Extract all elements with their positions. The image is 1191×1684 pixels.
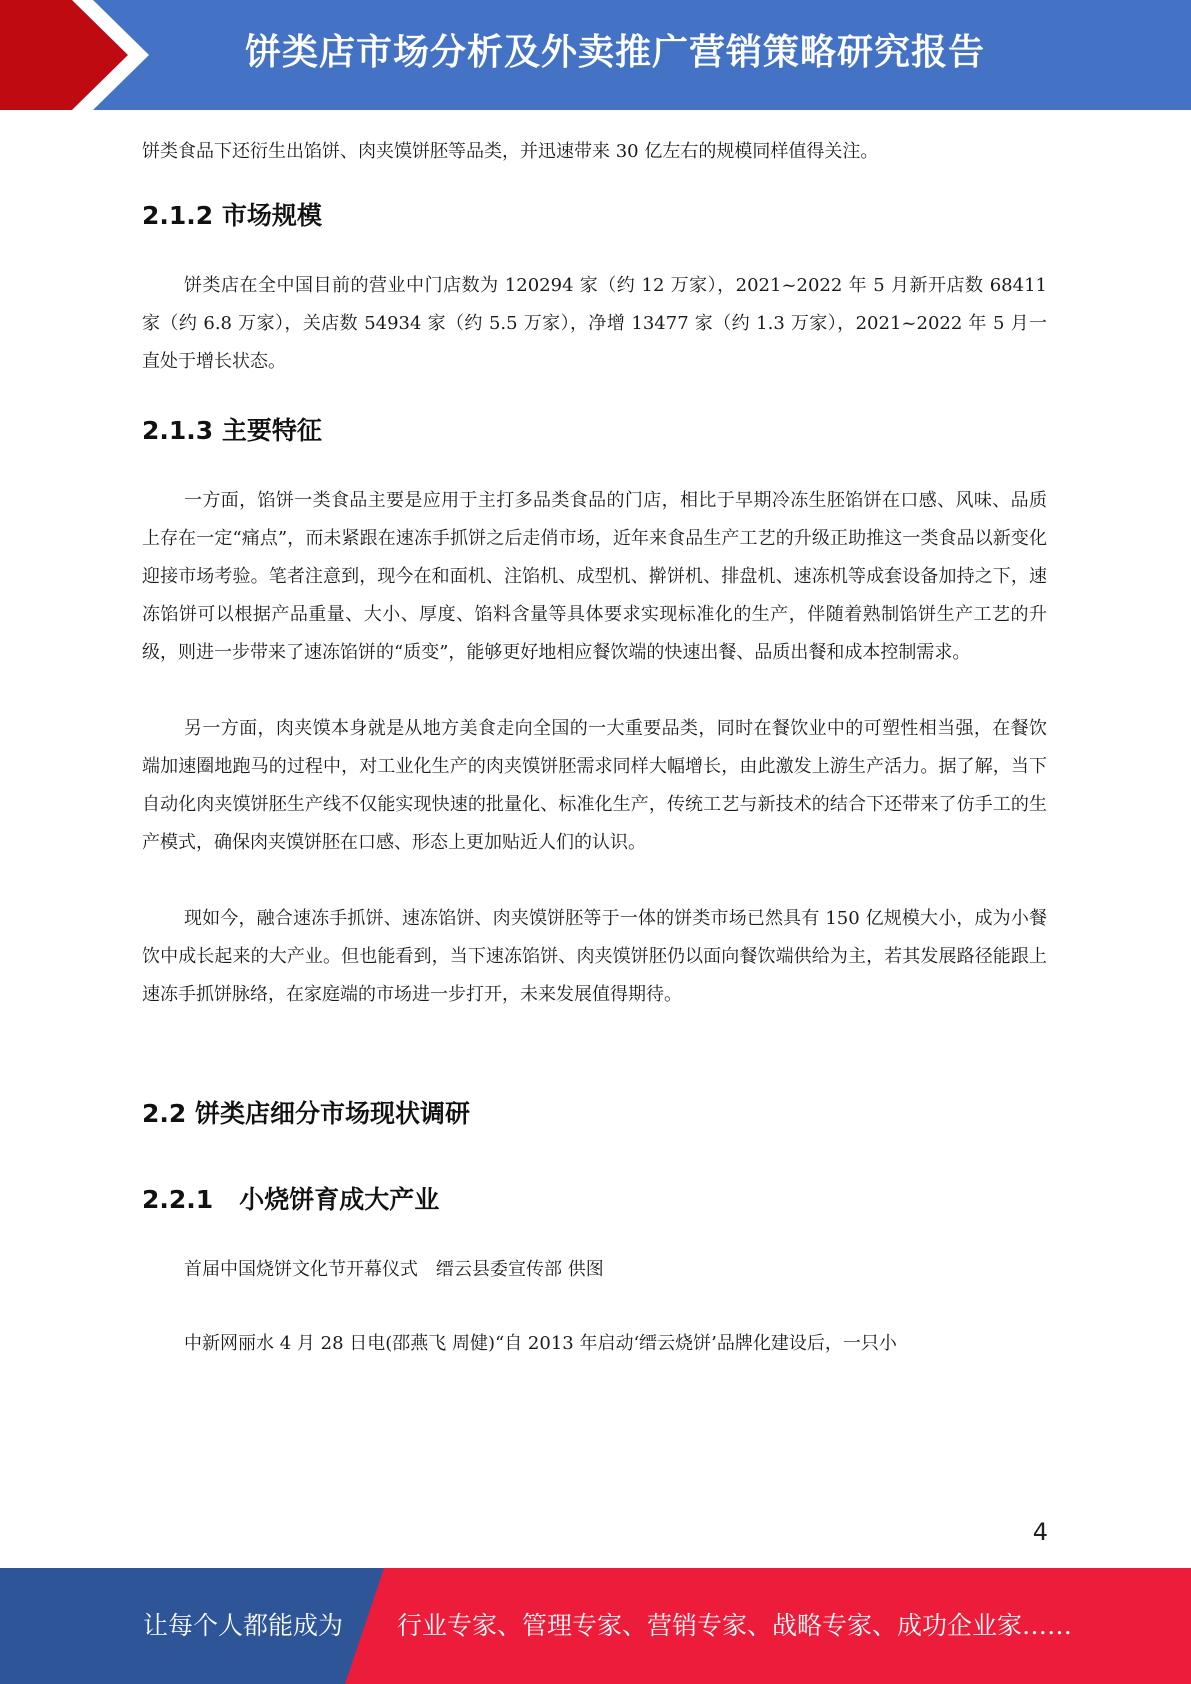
paragraph-news: 中新网丽水 4 月 28 日电(邵燕飞 周健)“自 2013 年启动‘缙云烧饼’品牌化建设后，一只小	[184, 1333, 897, 1354]
report-title: 饼类店市场分析及外卖推广营销策略研究报告	[245, 32, 986, 73]
page-content	[142, 120, 1047, 1363]
paragraph-features-1: 一方面，馅饼一类食品主要是应用于主打多品类食品的门店，相比于早期冷冻生胚馅饼在口感、风味、品质上存在一定“痛点”，而未紧跟在速冻手抓饼之后走俏市场，近年来食品生产工艺的升级正助推这一类食品以新变化迎接市场考验。笔者注意到，现今在和面机、注馅机、成型机、擀饼机、排盘机、速冻机等成套设备加持之下，速冻馅饼可以根据产品重量、大小、厚度、馅料含量等具体要求实现标准化的生产，伴随着熟制馅饼生产工艺的升级，则进一步带来了速冻馅饼的“质变”，能够更好地相应餐饮端的快速出餐、品质出餐和成本控制需求。	[142, 490, 1047, 663]
heading-2-1-3: 2.1.3 主要特征	[142, 416, 322, 445]
footer-slogan-left: 让每个人都能成为	[143, 1611, 344, 1640]
header-red-block	[0, 0, 150, 110]
paragraph-features-2: 另一方面，肉夹馍本身就是从地方美食走向全国的一大重要品类，同时在餐饮业中的可塑性相当强，在餐饮端加速圈地跑马的过程中，对工业化生产的肉夹馍饼胚需求同样大幅增长，由此激发上游生产活力。据了解，当下自动化肉夹馍饼胚生产线不仅能实现快速的批量化、标准化生产，传统工艺与新技术的结合下还带来了仿手工的生产模式，确保肉夹馍饼胚在口感、形态上更加贴近人们的认识。	[142, 718, 1047, 853]
paragraph-features-3: 现如今，融合速冻手抓饼、速冻馅饼、肉夹馍饼胚等于一体的饼类市场已然具有 150 亿规模大小，成为小餐饮中成长起来的大产业。但也能看到，当下速冻馅饼、肉夹馍饼胚仍以面向餐饮端供给为主，若其发展路径能跟上速冻手抓饼脉络，在家庭端的市场进一步打开，未来发展值得期待。	[142, 908, 1047, 1005]
footer-banner	[0, 1568, 1191, 1684]
heading-2-2: 2.2 饼类店细分市场现状调研	[142, 1099, 470, 1128]
paragraph-market-size: 饼类店在全中国目前的营业中门店数为 120294 家（约 12 万家），2021~2022 年 5 月新开店数 68411 家（约 6.8 万家），关店数 54934 家（约 5.5 万家），净增 13477 家（约 1.3 万家），2021~2022 年 5 月一直处于增长状态。	[142, 275, 1047, 372]
intro-line: 饼类食品下还衍生出馅饼、肉夹馍饼胚等品类，并迅速带来 30 亿左右的规模同样值得关注。	[142, 141, 879, 162]
footer-slogan-right: 行业专家、管理专家、营销专家、战略专家、成功企业家……	[397, 1611, 1073, 1640]
image-caption: 首届中国烧饼文化节开幕仪式 缙云县委宣传部 供图	[184, 1259, 604, 1280]
header-banner	[0, 0, 1191, 110]
heading-2-1-2: 2.1.2 市场规模	[142, 201, 322, 230]
heading-2-2-1: 2.2.1 小烧饼育成大产业	[142, 1185, 440, 1214]
page-number: 4	[1032, 1518, 1048, 1546]
